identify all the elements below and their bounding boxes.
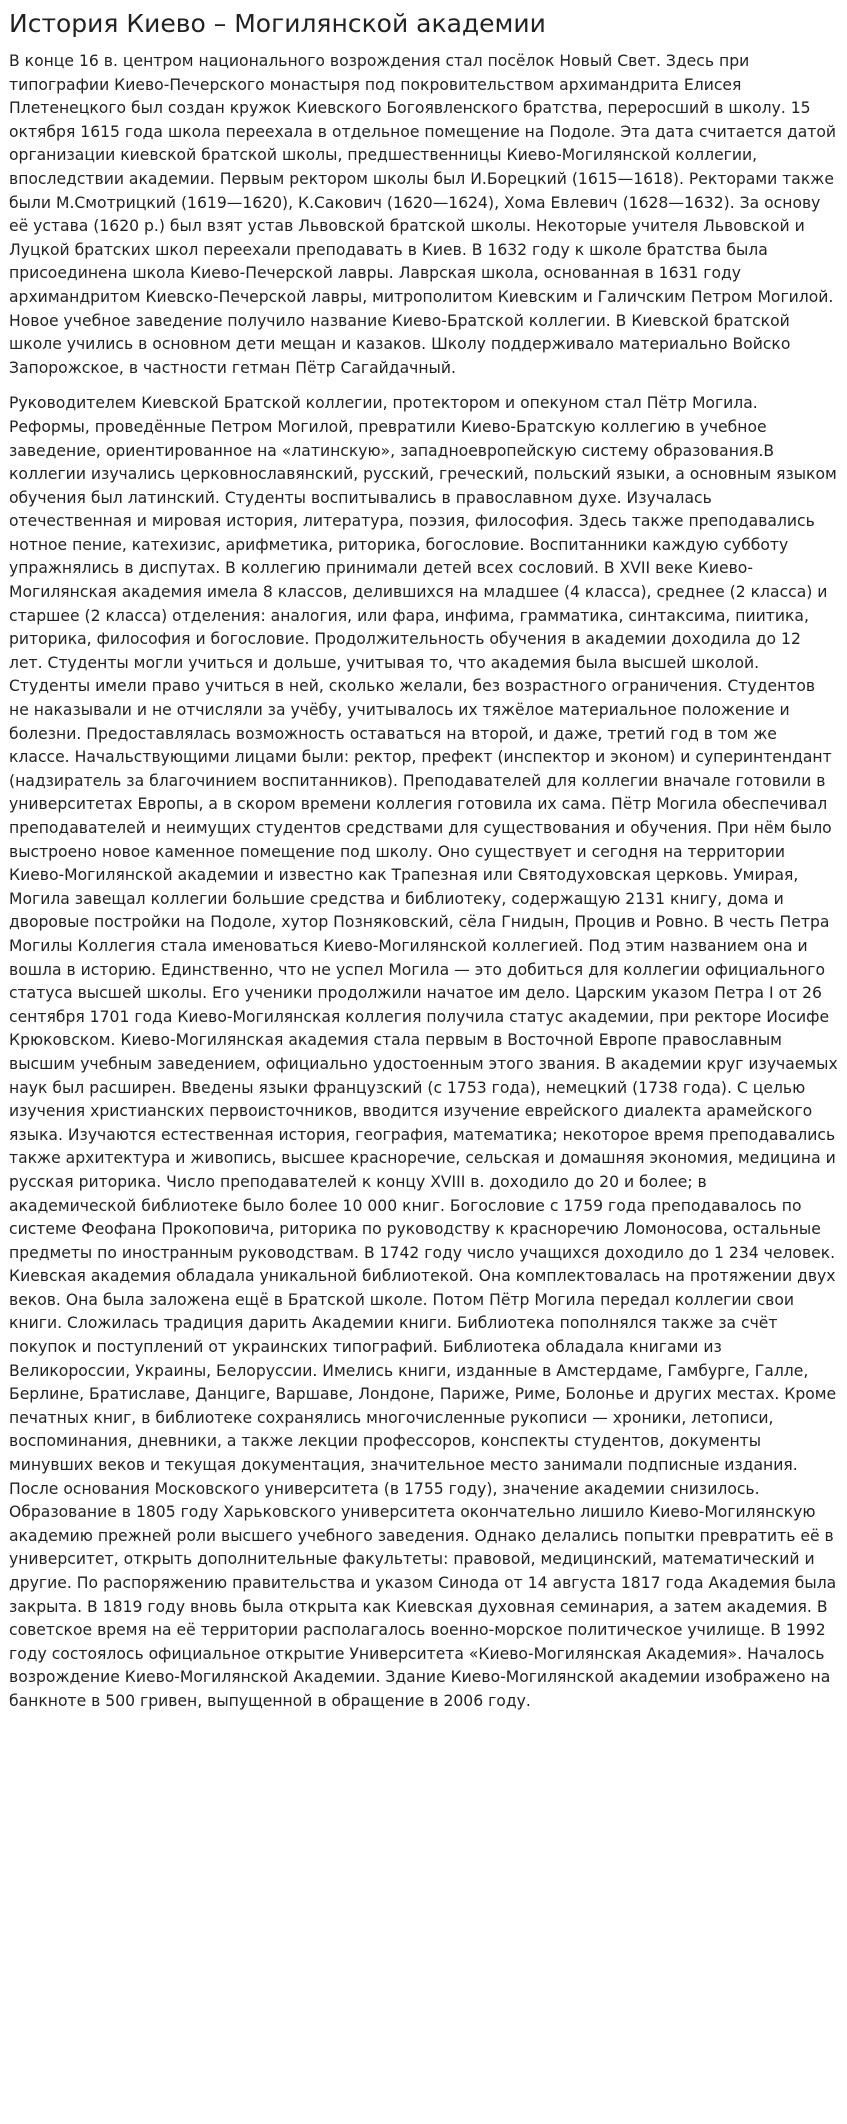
page-title: История Киево – Могилянской академии: [9, 9, 546, 38]
paragraph-history: Руководителем Киевской Братской коллегии, протектором и опекуном стал Пётр Могила. Реформы, проведённые Петром Могилой, превратили Киево-Братскую коллегию в учебное заведение, ориентированное на «латинскую», западноевропейскую систему образования.В коллегии изучались церковнославянский, русский, греческий, польский языки, а основным языком обучения был латинский. Студенты воспитывались в православном духе. Изучалась отечественная и мировая история, литература, поэзия, философия. Здесь также преподавались нотное пение, катехизис, арифметика, риторика, богословие. Воспитанники каждую субботу упражнялись в диспутах. В коллегию принимали детей всех сословий. В XVII веке Киево-Могилянская академия имела 8 классов, делившихся на младшее (4 класса), среднее (2 класса) и старшее (2 класса) отделения: аналогия, или фара, инфима, грамматика, синтаксима, пиитика, риторика, философия и богословие. Продолжительность обучения в академии доходила до 12 лет. Студенты могли учиться и дольше, учитывая то, что академия была высшей школой. Студенты имели право учиться в ней, сколько желали, без возрастного ограничения. Студентов не наказывали и не отчисляли за учёбу, учитывалось их тяжёлое материальное положение и болезни. Предоставлялась возможность оставаться на второй, и даже, третий год в том же классе. Начальствующими лицами были: ректор, префект (инспектор и эконом) и суперинтендант (надзиратель за благочинием воспитанников). Преподавателей для коллегии вначале готовили в университетах Европы, а в скором времени коллегия готовила их сама. Пётр Могила обеспечивал преподавателей и неимущих студентов средствами для существования и обучения. При нём было выстроено новое каменное помещение под школу. Оно существует и сегодня на территории Киево-Могилянской академии и известно как Трапезная или Святодуховская церковь. Умирая, Могила завещал коллегии большие средства и библиотеку, содержащую 2131 книгу, дома и дворовые постройки на Подоле, хутор Позняковский, сёла Гнидын, Процив и Ровно. В честь Петра Могилы Коллегия стала именоваться Киево-Могилянской коллегией. Под этим названием она и вошла в историю. Единственно, что не успел Могила — это добиться для коллегии официального статуса высшей школы. Его ученики продолжили начатое им дело. Царским указом Петра I от 26 сентября 1701 года Киево-Могилянская коллегия получила статус академии, при ректоре Иосифе Крюковском. Киево-Могилянская академия стала первым в Восточной Европе православным высшим учебным заведением, официально удостоенным этого звания. В академии круг изучаемых наук был расширен. Введены языки французский (с 1753 года), немецкий (1738 года). С целью изучения христианских первоисточников, вводится изучение еврейского диалекта арамейского языка. Изучаются естественная история, география, математика; некоторое время преподавались также архитектура и живопись, высшее красноречие, сельская и домашняя экономия, медицина и русская риторика. Число преподавателей к концу XVIII в. доходило до 20 и более; в академической библиотеке было более 10 000 книг. Богословие с 1759 года преподавалось по системе Феофана Прокоповича, риторика по руководству к красноречию Ломоносова, остальные предметы по иностранным руководствам. В 1742 году число учащихся доходило до 1 234 человек. Киевская академия обладала уникальной библиотекой. Она комплектовалась на протяжении двух веков. Она была заложена ещё в Братской школе. Потом Пётр Могила передал коллегии свои книги. Сложилась традиция дарить Академии книги. Библиотека пополнялся также за счёт покупок и поступлений от украинских типографий. Библиотека обладала книгами из Великороссии, Украины, Белоруссии. Имелись книги, изданные в Амстердаме, Гамбурге, Галле, Берлине, Братиславе, Данциге, Варшаве, Лондоне, Париже, Риме, Болонье и других местах. Кроме печатных книг, в библиотеке сохранялись многочисленные рукописи — хроники, летописи, воспоминания, дневники, а также лекции профессоров, конспекты студентов, документы минувших веков и текущая документация, значительное место занимали подписные издания. После основания Московского университета (в 1755 году), значение академии снизилось. Образование в 1805 году Харьковского университета окончательно лишило Киево-Могилянскую академию прежней роли высшего учебного заведения. Однако делались попытки превратить её в университет, открыть дополнительные факультеты: правовой, медицинский, математический и другие. По распоряжению правительства и указом Синода от 14 августа 1817 года Академия была закрыта. В 1819 году вновь была открыта как Киевская духовная семинария, а затем академия. В советское время на её территории располагалось военно-морское политическое училище. В 1992 году состоялось официальное открытие Университета «Киево-Могилянская Академия». Началось возрождение Киево-Могилянской Академии. Здание Киево-Могилянской академии изображено на банкноте в 500 гривен, выпущенной в обращение в 2006 году.: [9, 394, 838, 1710]
paragraph-founding: В конце 16 в. центром национального возрождения стал посёлок Новый Свет. Здесь при типографии Киево-Печерского монастыря под покровительством архимандрита Елисея Плетенецкого был создан кружок Киевского Богоявленского братства, переросший в школу. 15 октября 1615 года школа переехала в отдельное помещение на Подоле. Эта дата считается датой организации киевской братской школы, предшественницы Киево-Могилянской коллегии, впоследствии академии. Первым ректором школы был И.Борецкий (1615—1618). Ректорами также были М.Смотрицкий (1619—1620), К.Сакович (1620—1624), Хома Евлевич (1628—1632). За основу её устава (1620 р.) был взят устав Львовской братской школы. Некоторые учителя Львовской и Луцкой братских школ переехали преподавать в Киев. В 1632 году к школе братства была присоединена школа Киево-Печерской лавры. Лаврская школа, основанная в 1631 году архимандритом Киевско-Печерской лавры, митрополитом Киевским и Галичским Петром Могилой. Новое учебное заведение получило название Киево-Братской коллегии. В Киевской братской школе учились в основном дети мещан и казаков. Школу поддерживало материально Войско Запорожское, в частности гетман Пётр Сагайдачный.: [9, 52, 837, 377]
